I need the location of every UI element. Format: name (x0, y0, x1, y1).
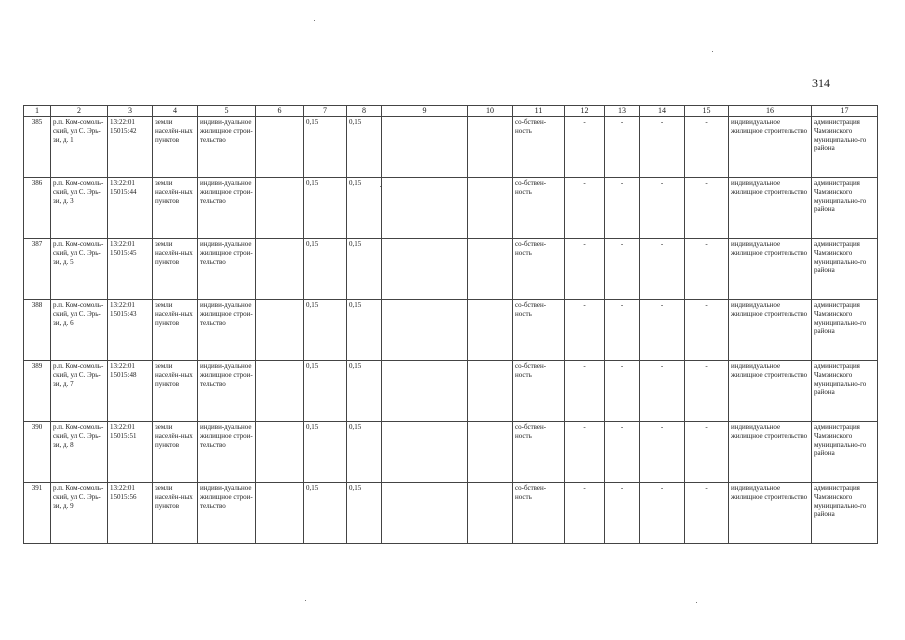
column-6-cell (256, 483, 304, 544)
purpose-cell: индивидуальное жилищное строительство (729, 239, 812, 300)
column-10-cell (468, 483, 513, 544)
address-cell: р.п. Ком-сомоль-ский, ул С. Эрь-зи, д. 9 (51, 483, 108, 544)
dash-cell: - (640, 361, 685, 422)
dash-cell: - (685, 300, 729, 361)
land-category-cell: земли населён-ных пунктов (153, 178, 198, 239)
owner-cell: администрация Чамзинского муниципально-го района (812, 178, 878, 239)
land-category-cell: земли населён-ных пунктов (153, 117, 198, 178)
column-number: 16 (729, 106, 812, 117)
area-cell-2: 0,15 (347, 483, 382, 544)
column-number: 9 (382, 106, 468, 117)
address-cell: р.п. Ком-сомоль-ский, ул С. Эрь-зи, д. 7 (51, 361, 108, 422)
area-cell-2: 0,15 (347, 300, 382, 361)
table-row (24, 483, 878, 544)
permitted-use-cell: индиви-дуальное жилищное строи-тельство (198, 117, 256, 178)
address-cell: р.п. Ком-сомоль-ский, ул С. Эрь-зи, д. 6 (51, 300, 108, 361)
address-cell: р.п. Ком-сомоль-ский, ул С. Эрь-зи, д. 5 (51, 239, 108, 300)
area-cell-2: 0,15 (347, 239, 382, 300)
dash-cell: - (605, 300, 640, 361)
dash-cell: - (685, 422, 729, 483)
table-row (24, 117, 878, 178)
dash-cell: - (685, 178, 729, 239)
row-number: 388 (24, 300, 51, 361)
permitted-use-cell: индиви-дуальное жилищное строи-тельство (198, 361, 256, 422)
dash-cell: - (565, 422, 605, 483)
column-number: 8 (347, 106, 382, 117)
land-category-cell: земли населён-ных пунктов (153, 483, 198, 544)
column-number: 14 (640, 106, 685, 117)
column-6-cell (256, 239, 304, 300)
dash-cell: - (685, 483, 729, 544)
area-cell: 0,15 (304, 117, 347, 178)
column-number: 6 (256, 106, 304, 117)
dash-cell: - (605, 239, 640, 300)
dash-cell: - (685, 117, 729, 178)
table-row (24, 239, 878, 300)
area-cell-2: 0,15 (347, 117, 382, 178)
area-cell: 0,15 (304, 300, 347, 361)
land-category-cell: земли населён-ных пунктов (153, 422, 198, 483)
owner-cell: администрация Чамзинского муниципально-го района (812, 117, 878, 178)
right-type-cell: со-бствен-ность (513, 300, 565, 361)
column-number: 4 (153, 106, 198, 117)
permitted-use-cell: индиви-дуальное жилищное строи-тельство (198, 239, 256, 300)
cadastral-number-cell: 13:22:01 15015:56 (108, 483, 153, 544)
permitted-use-cell: индиви-дуальное жилищное строи-тельство (198, 483, 256, 544)
right-type-cell: со-бствен-ность (513, 178, 565, 239)
dash-cell: - (640, 422, 685, 483)
column-number: 17 (812, 106, 878, 117)
right-type-cell: со-бствен-ность (513, 239, 565, 300)
right-type-cell: со-бствен-ность (513, 422, 565, 483)
purpose-cell: индивидуальное жилищное строительство (729, 361, 812, 422)
dash-cell: - (605, 483, 640, 544)
row-number: 389 (24, 361, 51, 422)
column-10-cell (468, 422, 513, 483)
dash-cell: - (605, 422, 640, 483)
dash-cell: - (640, 178, 685, 239)
column-6-cell (256, 117, 304, 178)
column-number-header-row (24, 106, 878, 117)
dash-cell: - (640, 300, 685, 361)
owner-cell: администрация Чамзинского муниципально-го района (812, 361, 878, 422)
dash-cell: - (565, 300, 605, 361)
scan-speck (712, 51, 713, 52)
address-cell: р.п. Ком-сомоль-ский, ул С. Эрь-зи, д. 1 (51, 117, 108, 178)
purpose-cell: индивидуальное жилищное строительство (729, 117, 812, 178)
dash-cell: - (640, 117, 685, 178)
scan-speck (696, 602, 697, 603)
column-number: 2 (51, 106, 108, 117)
column-9-cell (382, 483, 468, 544)
permitted-use-cell: индиви-дуальное жилищное строи-тельство (198, 300, 256, 361)
dash-cell: - (685, 239, 729, 300)
column-number: 3 (108, 106, 153, 117)
table-row (24, 422, 878, 483)
scan-speck (314, 20, 315, 21)
column-9-cell (382, 117, 468, 178)
area-cell: 0,15 (304, 361, 347, 422)
column-9-cell (382, 300, 468, 361)
column-number: 12 (565, 106, 605, 117)
purpose-cell: индивидуальное жилищное строительство (729, 483, 812, 544)
area-cell-2: 0,15 (347, 178, 382, 239)
owner-cell: администрация Чамзинского муниципально-го района (812, 483, 878, 544)
column-number: 11 (513, 106, 565, 117)
dash-cell: - (640, 483, 685, 544)
cadastral-number-cell: 13:22:01 15015:45 (108, 239, 153, 300)
cadastral-number-cell: 13:22:01 15015:44 (108, 178, 153, 239)
column-6-cell (256, 300, 304, 361)
address-cell: р.п. Ком-сомоль-ский, ул С. Эрь-зи, д. 8 (51, 422, 108, 483)
area-cell-2: 0,15 (347, 422, 382, 483)
area-cell: 0,15 (304, 178, 347, 239)
column-6-cell (256, 422, 304, 483)
dash-cell: - (565, 178, 605, 239)
land-category-cell: земли населён-ных пунктов (153, 361, 198, 422)
column-number: 10 (468, 106, 513, 117)
scan-speck (305, 600, 306, 601)
column-number: 7 (304, 106, 347, 117)
cadastral-number-cell: 13:22:01 15015:51 (108, 422, 153, 483)
area-cell: 0,15 (304, 239, 347, 300)
permitted-use-cell: индиви-дуальное жилищное строи-тельство (198, 422, 256, 483)
land-register-table (23, 105, 878, 544)
column-6-cell (256, 178, 304, 239)
dash-cell: - (565, 239, 605, 300)
right-type-cell: со-бствен-ность (513, 483, 565, 544)
page-number: 314 (812, 76, 830, 90)
dash-cell: - (605, 178, 640, 239)
land-category-cell: земли населён-ных пунктов (153, 239, 198, 300)
cadastral-number-cell: 13:22:01 15015:43 (108, 300, 153, 361)
owner-cell: администрация Чамзинского муниципально-го района (812, 300, 878, 361)
dash-cell: - (605, 117, 640, 178)
cadastral-number-cell: 13:22:01 15015:42 (108, 117, 153, 178)
cadastral-number-cell: 13:22:01 15015:48 (108, 361, 153, 422)
column-9-cell (382, 239, 468, 300)
column-number: 5 (198, 106, 256, 117)
column-number: 15 (685, 106, 729, 117)
column-9-cell (382, 178, 468, 239)
purpose-cell: индивидуальное жилищное строительство (729, 178, 812, 239)
dash-cell: - (565, 483, 605, 544)
column-number: 1 (24, 106, 51, 117)
permitted-use-cell: индиви-дуальное жилищное строи-тельство (198, 178, 256, 239)
column-10-cell (468, 178, 513, 239)
purpose-cell: индивидуальное жилищное строительство (729, 300, 812, 361)
area-cell: 0,15 (304, 422, 347, 483)
row-number: 391 (24, 483, 51, 544)
land-category-cell: земли населён-ных пунктов (153, 300, 198, 361)
row-number: 386 (24, 178, 51, 239)
dash-cell: - (640, 239, 685, 300)
owner-cell: администрация Чамзинского муниципально-го района (812, 239, 878, 300)
row-number: 385 (24, 117, 51, 178)
owner-cell: администрация Чамзинского муниципально-го района (812, 422, 878, 483)
row-number: 387 (24, 239, 51, 300)
column-number: 13 (605, 106, 640, 117)
dash-cell: - (565, 117, 605, 178)
dash-cell: - (605, 361, 640, 422)
right-type-cell: со-бствен-ность (513, 117, 565, 178)
column-9-cell (382, 422, 468, 483)
dash-cell: - (685, 361, 729, 422)
area-cell-2: 0,15 (347, 361, 382, 422)
column-10-cell (468, 239, 513, 300)
table-row (24, 300, 878, 361)
address-cell: р.п. Ком-сомоль-ский, ул С. Эрь-зи, д. 3 (51, 178, 108, 239)
purpose-cell: индивидуальное жилищное строительство (729, 422, 812, 483)
row-number: 390 (24, 422, 51, 483)
table-row (24, 361, 878, 422)
column-6-cell (256, 361, 304, 422)
column-10-cell (468, 361, 513, 422)
column-10-cell (468, 300, 513, 361)
dash-cell: - (565, 361, 605, 422)
column-10-cell (468, 117, 513, 178)
column-9-cell (382, 361, 468, 422)
area-cell: 0,15 (304, 483, 347, 544)
table-row (24, 178, 878, 239)
scan-speck (380, 186, 381, 187)
right-type-cell: со-бствен-ность (513, 361, 565, 422)
